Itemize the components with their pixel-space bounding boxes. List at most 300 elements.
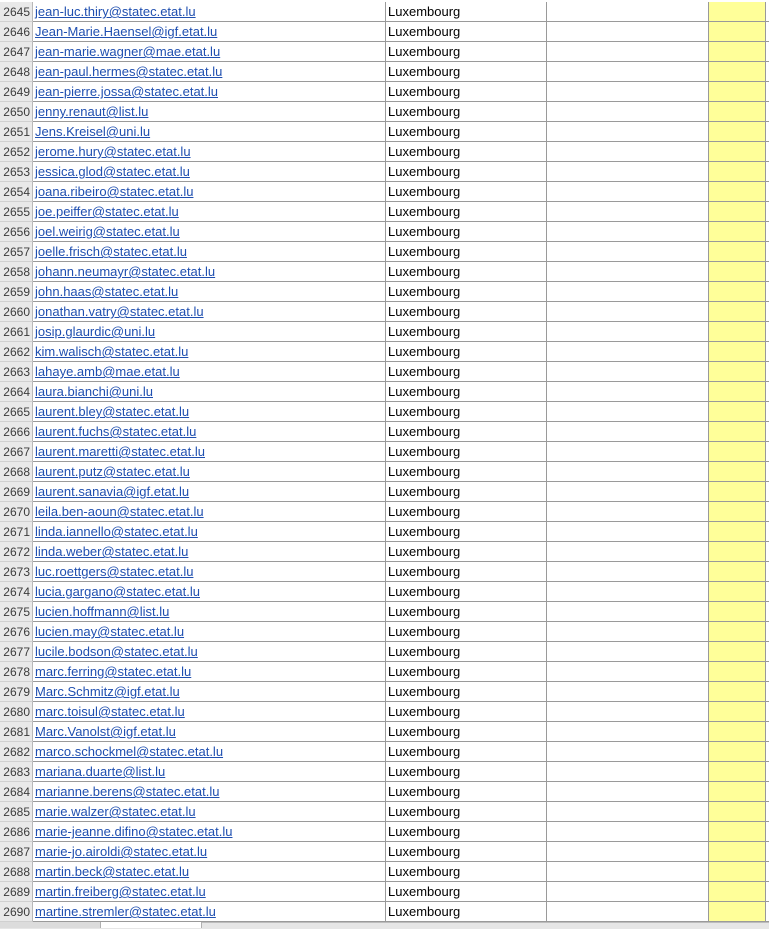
row-header[interactable]: 2689	[0, 882, 33, 902]
email-link[interactable]: laurent.bley@statec.etat.lu	[35, 404, 190, 419]
empty-cell[interactable]	[547, 442, 709, 462]
row-header[interactable]: 2653	[0, 162, 33, 182]
table-row	[0, 2, 769, 22]
empty-cell[interactable]	[547, 22, 709, 42]
empty-cell[interactable]	[547, 42, 709, 62]
email-cell[interactable]	[33, 782, 386, 802]
empty-cell[interactable]	[547, 242, 709, 262]
row-header[interactable]: 2669	[0, 482, 33, 502]
email-cell[interactable]	[33, 642, 386, 662]
email-link[interactable]: martin.beck@statec.etat.lu	[35, 864, 190, 879]
row-header[interactable]: 2655	[0, 202, 33, 222]
row-header[interactable]: 2685	[0, 802, 33, 822]
country-cell[interactable]: Luxembourg	[386, 102, 547, 122]
email-link[interactable]: Jens.Kreisel@uni.lu	[35, 124, 151, 139]
empty-cell[interactable]	[547, 142, 709, 162]
row-header[interactable]: 2687	[0, 842, 33, 862]
country-cell[interactable]: Luxembourg	[386, 342, 547, 362]
email-link[interactable]: marie-jeanne.difino@statec.etat.lu	[35, 824, 233, 839]
row-header[interactable]: 2670	[0, 502, 33, 522]
empty-cell[interactable]	[547, 462, 709, 482]
row-header[interactable]: 2654	[0, 182, 33, 202]
empty-cell[interactable]	[547, 862, 709, 882]
email-link[interactable]: joel.weirig@statec.etat.lu	[35, 224, 180, 239]
country-cell[interactable]: Luxembourg	[386, 582, 547, 602]
email-cell[interactable]	[33, 382, 386, 402]
row-header[interactable]: 2679	[0, 682, 33, 702]
row-header[interactable]: 2656	[0, 222, 33, 242]
row-header[interactable]: 2664	[0, 382, 33, 402]
row-header[interactable]: 2678	[0, 662, 33, 682]
empty-cell[interactable]	[547, 102, 709, 122]
country-cell[interactable]: Luxembourg	[386, 82, 547, 102]
email-link[interactable]: laurent.fuchs@statec.etat.lu	[35, 424, 197, 439]
empty-cell[interactable]	[547, 562, 709, 582]
country-cell[interactable]: Luxembourg	[386, 682, 547, 702]
empty-cell[interactable]	[547, 262, 709, 282]
row-header[interactable]: 2647	[0, 42, 33, 62]
row-header[interactable]: 2673	[0, 562, 33, 582]
email-cell[interactable]	[33, 882, 386, 902]
table-row	[0, 842, 769, 862]
row-header[interactable]: 2676	[0, 622, 33, 642]
email-link[interactable]: jessica.glod@statec.etat.lu	[35, 164, 190, 179]
highlighted-cell[interactable]	[709, 382, 766, 402]
highlighted-cell[interactable]	[709, 222, 766, 242]
country-cell[interactable]: Luxembourg	[386, 142, 547, 162]
email-cell[interactable]	[33, 522, 386, 542]
empty-cell[interactable]	[547, 722, 709, 742]
email-cell[interactable]	[33, 362, 386, 382]
email-cell[interactable]	[33, 762, 386, 782]
country-cell[interactable]: Luxembourg	[386, 602, 547, 622]
country-cell[interactable]: Luxembourg	[386, 502, 547, 522]
country-cell[interactable]: Luxembourg	[386, 822, 547, 842]
row-header[interactable]: 2645	[0, 2, 33, 22]
highlighted-cell[interactable]	[709, 122, 766, 142]
country-cell[interactable]: Luxembourg	[386, 522, 547, 542]
email-cell[interactable]	[33, 842, 386, 862]
row-header[interactable]: 2680	[0, 702, 33, 722]
email-link[interactable]: laurent.maretti@statec.etat.lu	[35, 444, 205, 459]
row-header[interactable]: 2672	[0, 542, 33, 562]
empty-cell[interactable]	[547, 322, 709, 342]
email-link[interactable]: marie-jo.airoldi@statec.etat.lu	[35, 844, 208, 859]
email-cell[interactable]	[33, 462, 386, 482]
highlighted-cell[interactable]	[709, 742, 766, 762]
row-header[interactable]: 2684	[0, 782, 33, 802]
empty-cell[interactable]	[547, 342, 709, 362]
country-cell[interactable]: Luxembourg	[386, 562, 547, 582]
row-header[interactable]: 2682	[0, 742, 33, 762]
country-cell[interactable]: Luxembourg	[386, 402, 547, 422]
highlighted-cell[interactable]	[709, 662, 766, 682]
row-header[interactable]: 2665	[0, 402, 33, 422]
email-link[interactable]: leila.ben-aoun@statec.etat.lu	[35, 504, 204, 519]
empty-cell[interactable]	[547, 122, 709, 142]
table-row	[0, 142, 769, 162]
empty-cell[interactable]	[547, 822, 709, 842]
email-cell[interactable]	[33, 122, 386, 142]
highlighted-cell[interactable]	[709, 882, 766, 902]
email-cell[interactable]	[33, 142, 386, 162]
email-cell[interactable]	[33, 2, 386, 22]
highlighted-cell[interactable]	[709, 782, 766, 802]
email-cell[interactable]	[33, 22, 386, 42]
row-header[interactable]: 2649	[0, 82, 33, 102]
highlighted-cell[interactable]	[709, 22, 766, 42]
row-header[interactable]: 2666	[0, 422, 33, 442]
email-link[interactable]: jonathan.vatry@statec.etat.lu	[35, 304, 204, 319]
email-cell[interactable]	[33, 702, 386, 722]
table-row	[0, 282, 769, 302]
row-header[interactable]: 2658	[0, 262, 33, 282]
empty-cell[interactable]	[547, 522, 709, 542]
highlighted-cell[interactable]	[709, 242, 766, 262]
email-link[interactable]: laurent.putz@statec.etat.lu	[35, 464, 190, 479]
highlighted-cell[interactable]	[709, 602, 766, 622]
country-cell[interactable]: Luxembourg	[386, 62, 547, 82]
email-link[interactable]: martine.stremler@statec.etat.lu	[35, 904, 216, 919]
email-link[interactable]: linda.weber@statec.etat.lu	[35, 544, 189, 559]
email-link[interactable]: john.haas@statec.etat.lu	[35, 284, 179, 299]
email-link[interactable]: Marc.Vanolst@igf.etat.lu	[35, 724, 176, 739]
highlighted-cell[interactable]	[709, 202, 766, 222]
row-header[interactable]: 2661	[0, 322, 33, 342]
table-row	[0, 562, 769, 582]
row-header[interactable]: 2671	[0, 522, 33, 542]
table-row	[0, 202, 769, 222]
row-header[interactable]: 2690	[0, 902, 33, 922]
row-header[interactable]: 2681	[0, 722, 33, 742]
empty-cell[interactable]	[547, 282, 709, 302]
email-link[interactable]: jean-marie.wagner@mae.etat.lu	[35, 44, 221, 59]
table-row	[0, 262, 769, 282]
highlighted-cell[interactable]	[709, 762, 766, 782]
email-link[interactable]: marie.walzer@statec.etat.lu	[35, 804, 196, 819]
highlighted-cell[interactable]	[709, 502, 766, 522]
empty-cell[interactable]	[547, 902, 709, 922]
row-header[interactable]: 2651	[0, 122, 33, 142]
email-link[interactable]: marc.toisul@statec.etat.lu	[35, 704, 185, 719]
empty-cell[interactable]	[547, 362, 709, 382]
table-row	[0, 82, 769, 102]
row-header[interactable]: 2667	[0, 442, 33, 462]
empty-cell[interactable]	[547, 162, 709, 182]
country-cell[interactable]: Luxembourg	[386, 322, 547, 342]
row-header[interactable]: 2677	[0, 642, 33, 662]
email-cell[interactable]	[33, 502, 386, 522]
email-cell[interactable]	[33, 302, 386, 322]
row-header[interactable]: 2683	[0, 762, 33, 782]
highlighted-cell[interactable]	[709, 842, 766, 862]
sheet-tab[interactable]	[0, 922, 101, 928]
highlighted-cell[interactable]	[709, 402, 766, 422]
table-row	[0, 722, 769, 742]
email-cell[interactable]	[33, 442, 386, 462]
empty-cell[interactable]	[547, 2, 709, 22]
row-header[interactable]: 2688	[0, 862, 33, 882]
email-link[interactable]: jean-paul.hermes@statec.etat.lu	[35, 64, 223, 79]
empty-cell[interactable]	[547, 402, 709, 422]
email-cell[interactable]	[33, 42, 386, 62]
highlighted-cell[interactable]	[709, 462, 766, 482]
empty-cell[interactable]	[547, 422, 709, 442]
email-link[interactable]: laura.bianchi@uni.lu	[35, 384, 153, 399]
email-cell[interactable]	[33, 242, 386, 262]
email-link[interactable]: marc.ferring@statec.etat.lu	[35, 664, 192, 679]
country-cell[interactable]: Luxembourg	[386, 902, 547, 922]
table-row	[0, 662, 769, 682]
country-cell[interactable]: Luxembourg	[386, 442, 547, 462]
email-link[interactable]: jean-luc.thiry@statec.etat.lu	[35, 4, 196, 19]
highlighted-cell[interactable]	[709, 262, 766, 282]
email-link[interactable]: lucien.hoffmann@list.lu	[35, 604, 170, 619]
highlighted-cell[interactable]	[709, 62, 766, 82]
highlighted-cell[interactable]	[709, 282, 766, 302]
email-cell[interactable]	[33, 722, 386, 742]
country-cell[interactable]: Luxembourg	[386, 302, 547, 322]
email-link[interactable]: lucien.may@statec.etat.lu	[35, 624, 185, 639]
email-link[interactable]: Marc.Schmitz@igf.etat.lu	[35, 684, 180, 699]
highlighted-cell[interactable]	[709, 482, 766, 502]
table-row	[0, 322, 769, 342]
email-cell[interactable]	[33, 622, 386, 642]
email-cell[interactable]	[33, 562, 386, 582]
empty-cell[interactable]	[547, 382, 709, 402]
country-cell[interactable]: Luxembourg	[386, 542, 547, 562]
row-header[interactable]: 2662	[0, 342, 33, 362]
table-row	[0, 242, 769, 262]
email-link[interactable]: johann.neumayr@statec.etat.lu	[35, 264, 216, 279]
empty-cell[interactable]	[547, 62, 709, 82]
row-header[interactable]: 2657	[0, 242, 33, 262]
email-link[interactable]: martin.freiberg@statec.etat.lu	[35, 884, 206, 899]
email-cell[interactable]	[33, 162, 386, 182]
email-cell[interactable]	[33, 542, 386, 562]
email-cell[interactable]	[33, 742, 386, 762]
email-link[interactable]: marianne.berens@statec.etat.lu	[35, 784, 220, 799]
country-cell[interactable]: Luxembourg	[386, 162, 547, 182]
country-cell[interactable]: Luxembourg	[386, 622, 547, 642]
email-cell[interactable]	[33, 102, 386, 122]
email-link[interactable]: linda.iannello@statec.etat.lu	[35, 524, 198, 539]
empty-cell[interactable]	[547, 662, 709, 682]
country-cell[interactable]: Luxembourg	[386, 862, 547, 882]
email-link[interactable]: Jean-Marie.Haensel@igf.etat.lu	[35, 24, 218, 39]
empty-cell[interactable]	[547, 642, 709, 662]
highlighted-cell[interactable]	[709, 722, 766, 742]
email-cell[interactable]	[33, 62, 386, 82]
email-cell[interactable]	[33, 422, 386, 442]
email-cell[interactable]	[33, 222, 386, 242]
email-cell[interactable]	[33, 862, 386, 882]
country-cell[interactable]: Luxembourg	[386, 462, 547, 482]
highlighted-cell[interactable]	[709, 82, 766, 102]
email-link[interactable]: jean-pierre.jossa@statec.etat.lu	[35, 84, 219, 99]
email-cell[interactable]	[33, 82, 386, 102]
empty-cell[interactable]	[547, 762, 709, 782]
highlighted-cell[interactable]	[709, 182, 766, 202]
table-row	[0, 682, 769, 702]
email-link[interactable]: lucia.gargano@statec.etat.lu	[35, 584, 200, 599]
empty-cell[interactable]	[547, 582, 709, 602]
country-cell[interactable]: Luxembourg	[386, 282, 547, 302]
table-row	[0, 382, 769, 402]
table-row	[0, 422, 769, 442]
sheet-tab-active[interactable]	[100, 922, 202, 928]
country-cell[interactable]: Luxembourg	[386, 242, 547, 262]
table-row	[0, 902, 769, 922]
highlighted-cell[interactable]	[709, 342, 766, 362]
email-link[interactable]: joe.peiffer@statec.etat.lu	[35, 204, 179, 219]
table-row	[0, 522, 769, 542]
country-cell[interactable]: Luxembourg	[386, 2, 547, 22]
email-link[interactable]: kim.walisch@statec.etat.lu	[35, 344, 189, 359]
email-cell[interactable]	[33, 682, 386, 702]
country-cell[interactable]: Luxembourg	[386, 182, 547, 202]
empty-cell[interactable]	[547, 622, 709, 642]
table-row	[0, 102, 769, 122]
row-header[interactable]: 2650	[0, 102, 33, 122]
empty-cell[interactable]	[547, 802, 709, 822]
highlighted-cell[interactable]	[709, 822, 766, 842]
highlighted-cell[interactable]	[709, 622, 766, 642]
highlighted-cell[interactable]	[709, 702, 766, 722]
empty-cell[interactable]	[547, 782, 709, 802]
row-header[interactable]: 2652	[0, 142, 33, 162]
empty-cell[interactable]	[547, 222, 709, 242]
empty-cell[interactable]	[547, 742, 709, 762]
country-cell[interactable]: Luxembourg	[386, 802, 547, 822]
highlighted-cell[interactable]	[709, 2, 766, 22]
country-cell[interactable]: Luxembourg	[386, 202, 547, 222]
country-cell[interactable]: Luxembourg	[386, 362, 547, 382]
email-link[interactable]: lucile.bodson@statec.etat.lu	[35, 644, 198, 659]
empty-cell[interactable]	[547, 202, 709, 222]
email-cell[interactable]	[33, 822, 386, 842]
country-cell[interactable]: Luxembourg	[386, 262, 547, 282]
highlighted-cell[interactable]	[709, 422, 766, 442]
email-link[interactable]: jerome.hury@statec.etat.lu	[35, 144, 191, 159]
email-link[interactable]: jenny.renaut@list.lu	[35, 104, 149, 119]
empty-cell[interactable]	[547, 842, 709, 862]
email-link[interactable]: marco.schockmel@statec.etat.lu	[35, 744, 224, 759]
email-link[interactable]: joana.ribeiro@statec.etat.lu	[35, 184, 194, 199]
row-header[interactable]: 2663	[0, 362, 33, 382]
row-header[interactable]: 2668	[0, 462, 33, 482]
highlighted-cell[interactable]	[709, 362, 766, 382]
country-cell[interactable]: Luxembourg	[386, 722, 547, 742]
country-cell[interactable]: Luxembourg	[386, 882, 547, 902]
country-cell[interactable]: Luxembourg	[386, 122, 547, 142]
table-row	[0, 462, 769, 482]
row-header[interactable]: 2686	[0, 822, 33, 842]
email-link[interactable]: joelle.frisch@statec.etat.lu	[35, 244, 187, 259]
email-cell[interactable]	[33, 402, 386, 422]
highlighted-cell[interactable]	[709, 322, 766, 342]
email-link[interactable]: laurent.sanavia@igf.etat.lu	[35, 484, 190, 499]
country-cell[interactable]: Luxembourg	[386, 42, 547, 62]
email-link[interactable]: luc.roettgers@statec.etat.lu	[35, 564, 194, 579]
country-cell[interactable]: Luxembourg	[386, 742, 547, 762]
country-cell[interactable]: Luxembourg	[386, 762, 547, 782]
email-cell[interactable]	[33, 202, 386, 222]
row-header[interactable]: 2648	[0, 62, 33, 82]
country-cell[interactable]: Luxembourg	[386, 662, 547, 682]
empty-cell[interactable]	[547, 502, 709, 522]
email-cell[interactable]	[33, 182, 386, 202]
email-cell[interactable]	[33, 342, 386, 362]
empty-cell[interactable]	[547, 182, 709, 202]
empty-cell[interactable]	[547, 602, 709, 622]
empty-cell[interactable]	[547, 882, 709, 902]
email-link[interactable]: mariana.duarte@list.lu	[35, 764, 166, 779]
email-cell[interactable]	[33, 802, 386, 822]
country-cell[interactable]: Luxembourg	[386, 782, 547, 802]
highlighted-cell[interactable]	[709, 862, 766, 882]
table-row	[0, 162, 769, 182]
country-cell[interactable]: Luxembourg	[386, 22, 547, 42]
row-header[interactable]: 2674	[0, 582, 33, 602]
empty-cell[interactable]	[547, 482, 709, 502]
empty-cell[interactable]	[547, 82, 709, 102]
empty-cell[interactable]	[547, 302, 709, 322]
highlighted-cell[interactable]	[709, 682, 766, 702]
email-cell[interactable]	[33, 282, 386, 302]
row-header[interactable]: 2659	[0, 282, 33, 302]
highlighted-cell[interactable]	[709, 582, 766, 602]
country-cell[interactable]: Luxembourg	[386, 382, 547, 402]
highlighted-cell[interactable]	[709, 42, 766, 62]
email-cell[interactable]	[33, 262, 386, 282]
email-cell[interactable]	[33, 322, 386, 342]
highlighted-cell[interactable]	[709, 102, 766, 122]
country-cell[interactable]: Luxembourg	[386, 642, 547, 662]
email-cell[interactable]	[33, 582, 386, 602]
row-header[interactable]: 2646	[0, 22, 33, 42]
email-link[interactable]: lahaye.amb@mae.etat.lu	[35, 364, 180, 379]
highlighted-cell[interactable]	[709, 142, 766, 162]
email-cell[interactable]	[33, 662, 386, 682]
highlighted-cell[interactable]	[709, 522, 766, 542]
table-row	[0, 602, 769, 622]
highlighted-cell[interactable]	[709, 802, 766, 822]
row-header[interactable]: 2675	[0, 602, 33, 622]
email-cell[interactable]	[33, 482, 386, 502]
empty-cell[interactable]	[547, 702, 709, 722]
highlighted-cell[interactable]	[709, 562, 766, 582]
empty-cell[interactable]	[547, 682, 709, 702]
country-cell[interactable]: Luxembourg	[386, 702, 547, 722]
row-header[interactable]: 2660	[0, 302, 33, 322]
highlighted-cell[interactable]	[709, 442, 766, 462]
highlighted-cell[interactable]	[709, 902, 766, 922]
table-row	[0, 402, 769, 422]
empty-cell[interactable]	[547, 542, 709, 562]
highlighted-cell[interactable]	[709, 642, 766, 662]
country-cell[interactable]: Luxembourg	[386, 222, 547, 242]
email-cell[interactable]	[33, 902, 386, 922]
highlighted-cell[interactable]	[709, 162, 766, 182]
highlighted-cell[interactable]	[709, 542, 766, 562]
country-cell[interactable]: Luxembourg	[386, 482, 547, 502]
email-cell[interactable]	[33, 602, 386, 622]
email-link[interactable]: josip.glaurdic@uni.lu	[35, 324, 156, 339]
country-cell[interactable]: Luxembourg	[386, 842, 547, 862]
highlighted-cell[interactable]	[709, 302, 766, 322]
country-cell[interactable]: Luxembourg	[386, 422, 547, 442]
